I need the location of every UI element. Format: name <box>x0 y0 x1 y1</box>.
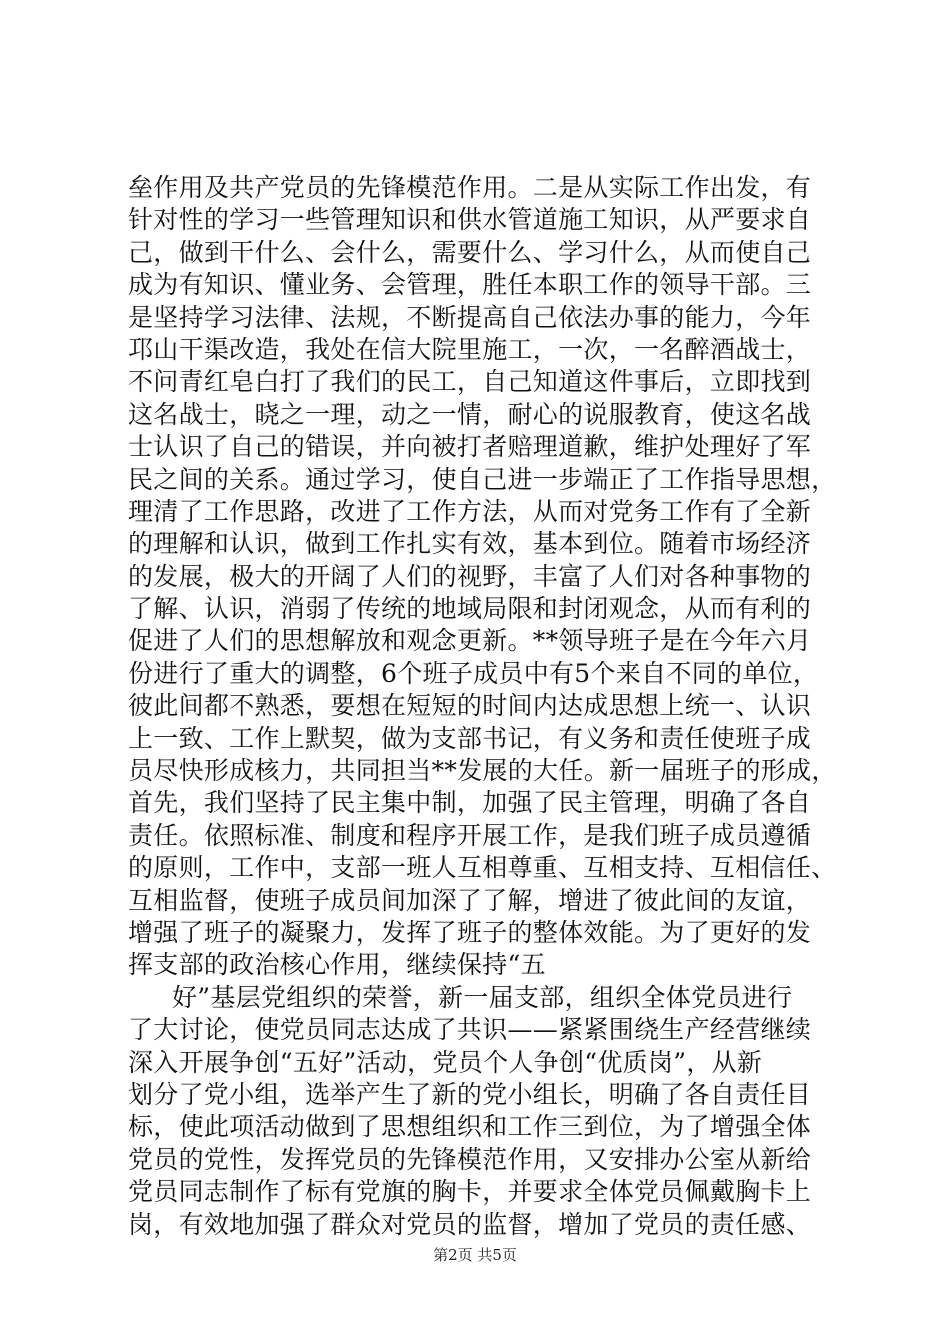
text-line: 的原则，工作中，支部一班人互相尊重、互相支持、互相信任、 <box>128 853 837 883</box>
text-line: 理清了工作思路，改进了工作方法，从而对党务工作有了全新 <box>128 496 812 526</box>
text-line: 增强了班子的凝聚力，发挥了班子的整体效能。为了更好的发 <box>128 917 812 947</box>
page-footer: 第2页 共5页 <box>433 1246 517 1264</box>
text-line: 深入开展争创“五好”活动，党员个人争创“优质岗”，从新 <box>128 1047 763 1077</box>
text-line: 划分了党小组，选举产生了新的党小组长，明确了各自责任目 <box>128 1079 812 1109</box>
text-line: 了解、认识，消弱了传统的地域局限和封闭观念，从而有利的 <box>128 594 812 624</box>
text-line: 促进了人们的思想解放和观念更新。**领导班子是在今年六月 <box>128 626 812 656</box>
text-line: 岗，有效地加强了群众对党员的监督，增加了党员的责任感、 <box>128 1209 812 1239</box>
text-line: 互相监督，使班子成员间加深了了解，增进了彼此间的友谊， <box>128 885 812 915</box>
text-line: 员尽快形成核力，共同担当**发展的大任。新一届班子的形成， <box>128 756 837 786</box>
text-line: 成为有知识、懂业务、会管理，胜任本职工作的领导干部。三 <box>128 270 812 300</box>
text-line: 垒作用及共产党员的先锋模范作用。二是从实际工作出发，有 <box>128 173 812 202</box>
text-line: 的发展，极大的开阔了人们的视野，丰富了人们对各种事物的 <box>128 561 812 591</box>
text-line: 针对性的学习一些管理知识和供水管道施工知识，从严要求自 <box>128 205 812 235</box>
text-line: 不问青红皂白打了我们的民工，自己知道这件事后，立即找到 <box>128 367 812 397</box>
text-line: 彼此间都不熟悉，要想在短短的时间内达成思想上统一、认识 <box>128 691 812 721</box>
text-line: 标，使此项活动做到了思想组织和工作三到位，为了增强全体 <box>128 1112 812 1142</box>
text-line: 首先，我们坚持了民主集中制，加强了民主管理，明确了各自 <box>128 788 812 818</box>
text-line: 民之间的关系。通过学习，使自己进一步端正了工作指导思想， <box>128 464 837 494</box>
text-line: 邛山干渠改造，我处在信大院里施工，一次，一名醉酒战士， <box>128 334 812 364</box>
text-line: 士认识了自己的错误，并向被打者赔理道歉，维护处理好了军 <box>128 432 812 462</box>
text-line: 己，做到干什么、会什么，需要什么、学习什么，从而使自己 <box>128 237 812 267</box>
text-line: 这名战士，晓之一理，动之一情，耐心的说服教育，使这名战 <box>128 399 812 429</box>
body-text <box>128 172 838 1241</box>
text-line: 上一致、工作上默契，做为支部书记，有义务和责任使班子成 <box>128 723 812 753</box>
text-line: 了大讨论，使党员同志达成了共识——紧紧围绕生产经营继续 <box>128 1015 812 1045</box>
text-line: 份进行了重大的调整，6个班子成员中有5个来自不同的单位， <box>128 658 819 688</box>
text-line: 挥支部的政治核心作用，继续保持“五 <box>128 950 546 980</box>
text-line: 党员同志制作了标有党旗的胸卡，并要求全体党员佩戴胸卡上 <box>128 1177 812 1207</box>
text-line: 的理解和认识，做到工作扎实有效，基本到位。随着市场经济 <box>128 529 812 559</box>
text-line: 是坚持学习法律、法规，不断提高自己依法办事的能力，今年 <box>128 302 812 332</box>
text-line: 责任。依照标准、制度和程序开展工作，是我们班子成员遵循 <box>128 820 812 850</box>
text-line-indented: 好”基层党组织的荣誉，新一届支部，组织全体党员进行 <box>172 982 793 1012</box>
text-line: 党员的党性，发挥党员的先锋模范作用，又安排办公室从新给 <box>128 1144 812 1174</box>
